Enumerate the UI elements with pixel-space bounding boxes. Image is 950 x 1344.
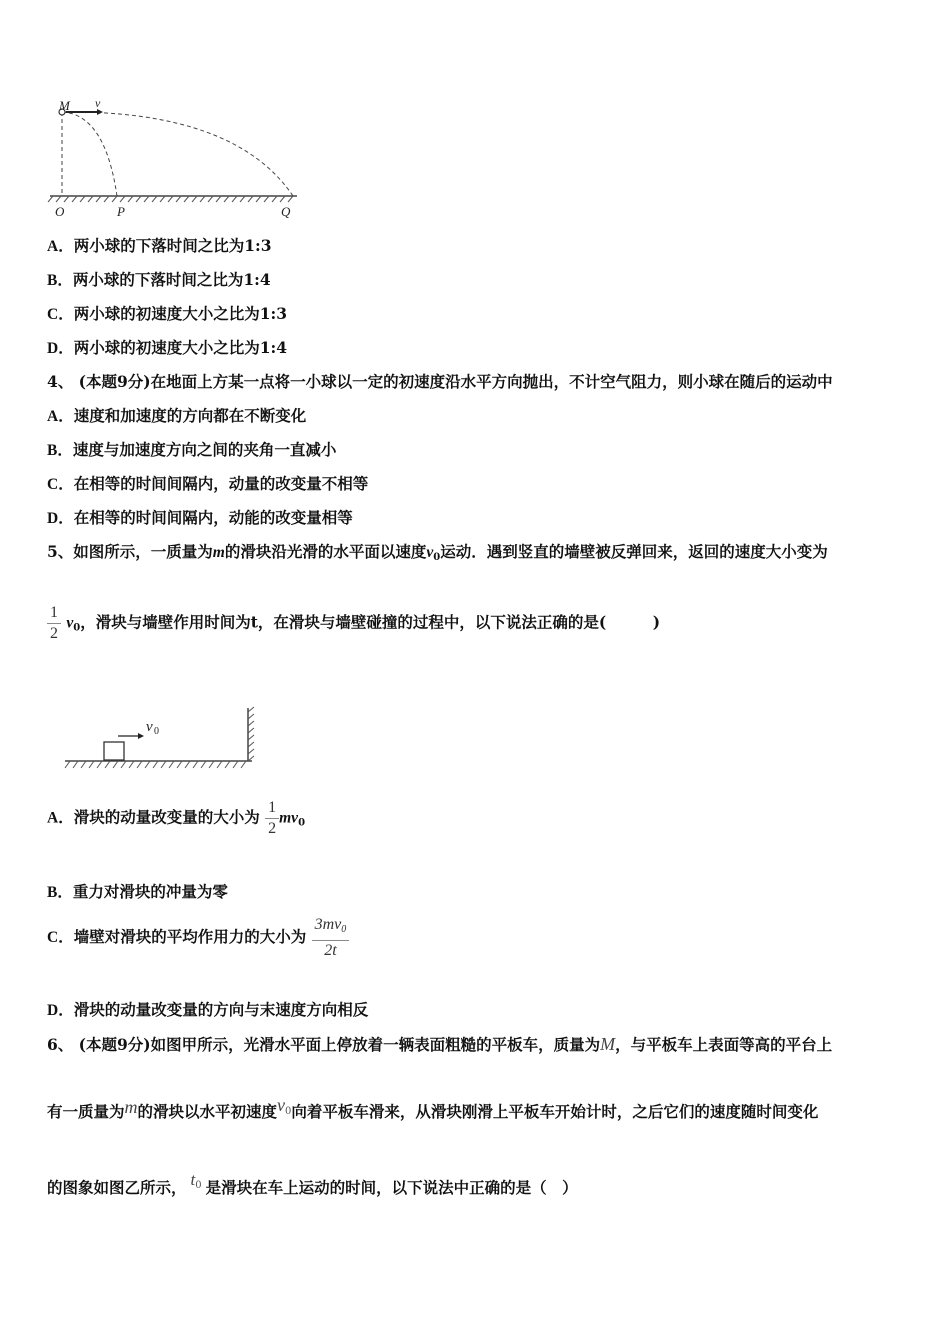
svg-text:0: 0: [154, 726, 159, 737]
label-o: O: [55, 204, 65, 219]
q4-option-a[interactable]: A．速度和加速度的方向都在不断变化: [47, 406, 307, 425]
q5-option-d[interactable]: D．滑块的动量改变量的方向与末速度方向相反: [47, 1000, 369, 1019]
label-v0: v: [146, 719, 153, 735]
fraction-3mv0-2t: $\frac{3mv_0}{2t}$: [312, 915, 350, 961]
q3-option-d[interactable]: D．两小球的初速度大小之比为1:4: [47, 338, 287, 357]
label-m: M: [59, 98, 70, 113]
projectile-figure: [45, 92, 310, 222]
q4-option-d[interactable]: D．在相等的时间间隔内，动能的改变量相等: [47, 508, 353, 527]
label-v: v: [95, 96, 101, 110]
q4-option-b[interactable]: B．速度与加速度方向之间的夹角一直减小: [47, 440, 337, 459]
q5-option-b[interactable]: B．重力对滑块的冲量为零: [47, 882, 228, 901]
q3-option-a[interactable]: A．两小球的下落时间之比为1:3: [47, 236, 272, 255]
block-wall-figure: [60, 706, 265, 776]
label-p: P: [117, 204, 125, 219]
q3-option-c[interactable]: C．两小球的初速度大小之比为1:3: [47, 304, 287, 323]
q6-stem-line3: 的图象如图乙所示， $t_0$ 是滑块在车上运动的时间，以下说法中正确的是（ ）: [47, 1170, 578, 1197]
q6-stem-line2: 有一质量为m的滑块以水平初速度$v_0$向着平板车滑来，从滑块刚滑上平板车开始计时，之后它们的速度随时间变化: [47, 1095, 819, 1121]
fraction-half-a: $\frac{1}{2}$: [265, 798, 279, 839]
fraction-half: $\frac{1}{2}$: [47, 603, 61, 644]
q4-stem: 4、 (本题9分)在地面上方某一点将一小球以一定的初速度沿水平方向抛出，不计空气阻力，则小球在随后的运动中: [47, 372, 833, 391]
q6-stem-line1: 6、 (本题9分)如图甲所示，光滑水平面上停放着一辆表面粗糙的平板车，质量为M，与平板车上表面等高的平台上: [47, 1034, 833, 1054]
q4-option-c[interactable]: C．在相等的时间间隔内，动量的改变量不相等: [47, 474, 369, 493]
q5-option-c[interactable]: C．墙壁对滑块的平均作用力的大小为 $\frac{3mv_0}{2t}$: [47, 915, 349, 961]
q5-option-a[interactable]: A．滑块的动量改变量的大小为 $\frac{1}{2}$ $mv_0$: [47, 799, 306, 837]
label-q: Q: [281, 204, 291, 219]
q3-option-b[interactable]: B．两小球的下落时间之比为1:4: [47, 270, 271, 289]
q5-stem-line2: $\frac{1}{2}$ $v_0$，滑块与墙壁作用时间为t，在滑块与墙壁碰撞的过程中，以下说法正确的是( ): [47, 603, 660, 644]
q5-stem: 5、如图所示，一质量为m的滑块沿光滑的水平面以速度$v_0$运动．遇到竖直的墙壁被反弹回来，返回的速度大小变为: [47, 542, 828, 563]
